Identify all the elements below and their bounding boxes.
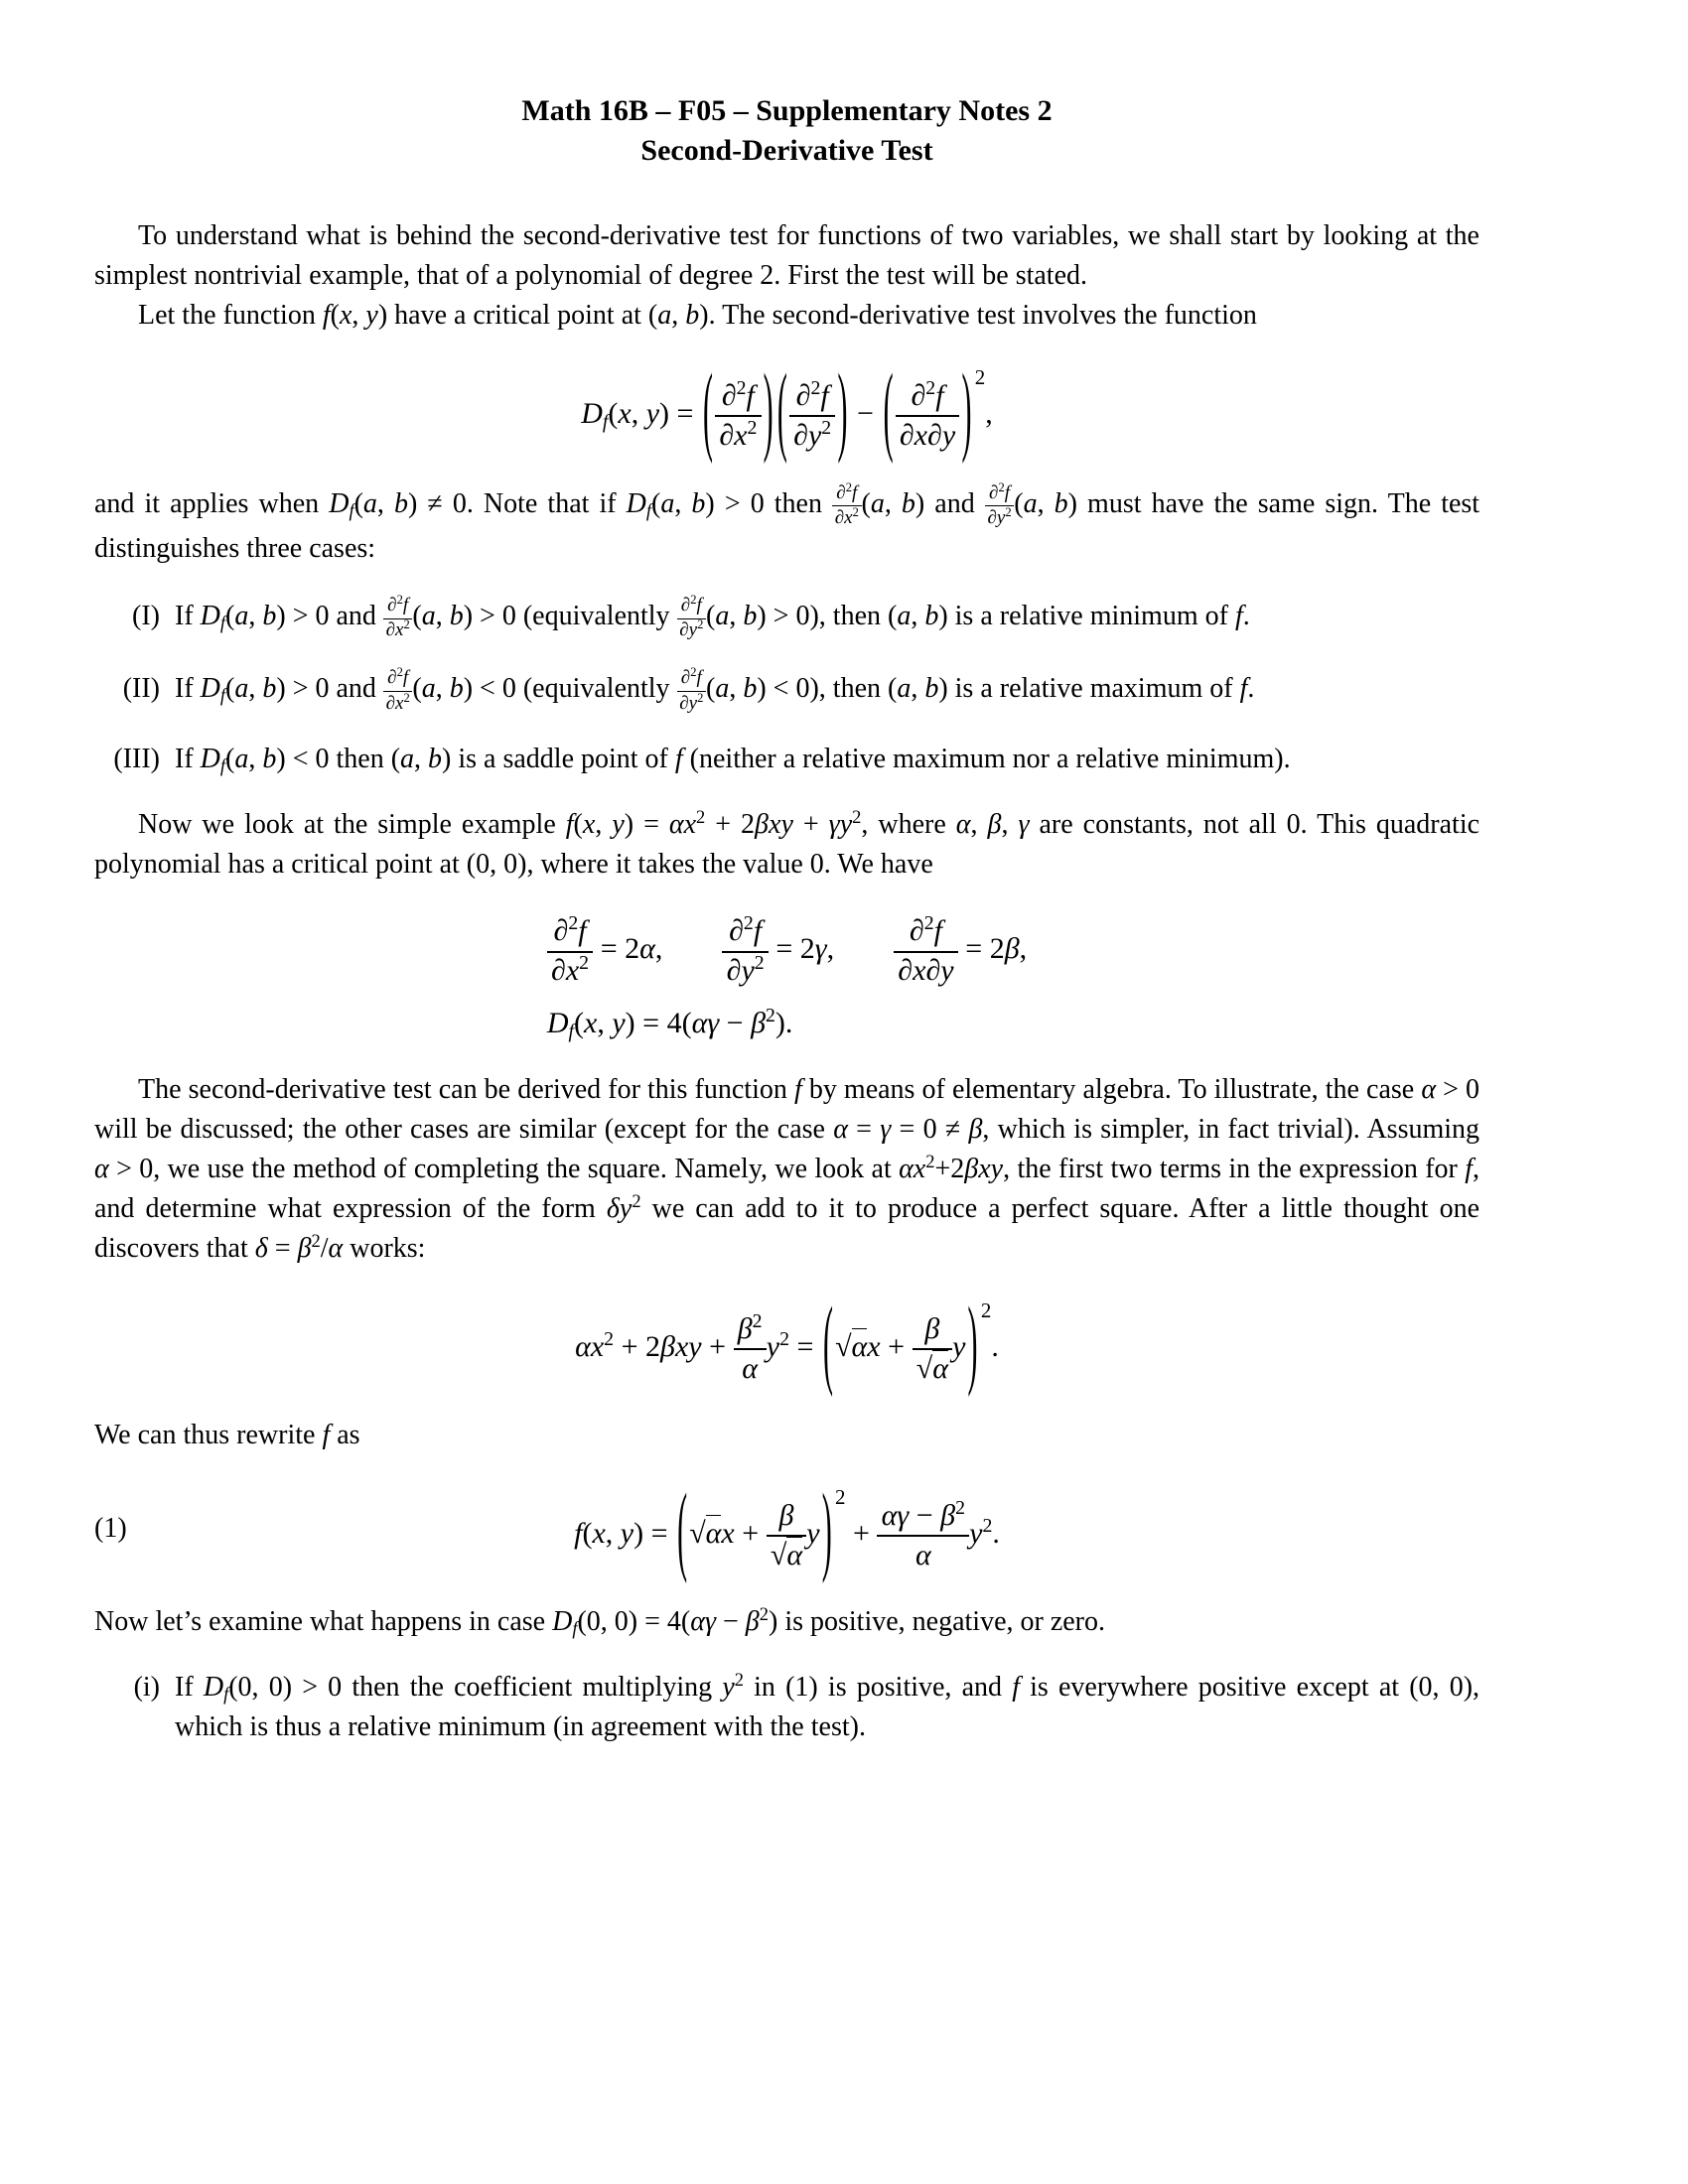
text-run: The second-derivative test can be derived for this function	[138, 1073, 794, 1105]
text-run: If	[175, 744, 201, 775]
list-item	[94, 1668, 1479, 1747]
fraction: $\frac{\partial^2f}{\partial y^2}$	[677, 667, 706, 714]
text-run: , where it takes the value 0. We have	[526, 849, 933, 881]
equation-line: $D_f(x$, y) = ( $\frac{\partial^2f}{\partial x^2}$ ) ( $\frac{\partial^2f}{\partial y^2}$ ) − ( $\frac{\partial^2f}{\partial x\partial y}$ ) 2,	[581, 365, 993, 453]
paragraph	[94, 1602, 1479, 1642]
inline-math: f	[322, 1420, 331, 1451]
display-equation	[94, 355, 1479, 466]
inline-math: f	[1012, 1672, 1020, 1704]
inline-math: $D_f(0$, $0) = 4(\alpha\gamma - \beta^2)$	[552, 1604, 778, 1640]
list-item-label: (i)	[133, 1672, 160, 1704]
inline-math: $D_f(a$, b) > 0	[626, 488, 765, 521]
text-run: . The second-derivative test involves the function	[708, 300, 1257, 331]
text-run: and it applies when	[94, 488, 330, 520]
text-run: is a relative maximum of	[947, 673, 1240, 705]
equation-number: (1)	[94, 1513, 127, 1545]
text-run: we can add to it to produce a perfect square. After a little thought one discovers that	[94, 1192, 1479, 1264]
fraction: $\frac{\partial^2f}{\partial y^2}$	[677, 595, 706, 641]
fraction: $\frac{\alpha\gamma - \beta^2}{\alpha}$	[877, 1499, 969, 1573]
text-run: by means of elementary algebra. To illustrate, the case	[801, 1073, 1422, 1105]
fraction: $\frac{\partial^2f}{\partial x\partial y}$	[894, 914, 958, 989]
exponent: 2	[974, 365, 986, 389]
fraction: $\frac{\partial^2f}{\partial y^2}$	[789, 379, 835, 454]
big-paren: )	[967, 1289, 978, 1399]
inline-math: (a, b)	[888, 601, 948, 632]
text-run: and	[329, 601, 383, 632]
title-line-2: Second-Derivative Test	[640, 134, 933, 167]
inline-math: $\delta y^2$	[606, 1190, 641, 1224]
text-run: then	[764, 488, 833, 520]
inline-math: (0, 0)	[466, 849, 527, 881]
text-run: works:	[343, 1232, 426, 1264]
text-run: is a saddle point of	[451, 744, 675, 775]
inline-math: $\frac{\partial^2f}{\partial x^2}$ (a, b) < 0	[383, 673, 516, 704]
text-run: (equivalently	[515, 673, 677, 705]
equation-line: $\frac{\partial^2f}{\partial x^2}$ = 2α, $\frac{\partial^2f}{\partial y^2}$ = 2γ, $\frac{\partial^2f}{\partial x\partial y}$ = 2β,	[547, 914, 1027, 989]
fraction: $\frac{\partial^2f}{\partial x^2}$	[547, 914, 593, 989]
text-run: , where	[861, 809, 956, 841]
text-run: (equivalently	[515, 601, 677, 632]
inline-math: $D_f(a$, b) ≠ 0	[329, 488, 467, 521]
display-equation	[94, 1289, 1479, 1399]
fraction: $\frac{\partial^2f}{\partial x^2}$	[715, 379, 761, 454]
inline-math: $D_f(a$, b) > 0	[200, 673, 330, 706]
big-paren: (	[883, 355, 894, 466]
inline-math: (a, b)	[647, 300, 709, 331]
big-paren: (	[703, 355, 714, 466]
inline-math: α = γ = 0 ≠ β	[833, 1113, 983, 1145]
text-run: and	[924, 488, 985, 520]
list-item-label: (III)	[113, 744, 160, 775]
inline-math: α > 0	[94, 1153, 154, 1184]
list-item-label: (II)	[122, 673, 160, 705]
big-paren: )	[763, 355, 774, 466]
inline-math: f	[674, 744, 683, 775]
inline-math: $\frac{\partial^2f}{\partial y^2}$ (a, b) > 0	[677, 601, 810, 631]
big-paren: )	[961, 355, 972, 466]
text-run: We can thus rewrite	[94, 1420, 323, 1451]
list-item-label: (I)	[132, 601, 160, 632]
inline-math: f	[1465, 1153, 1474, 1184]
document-body	[94, 216, 1479, 1747]
inline-math: f	[1239, 673, 1248, 705]
list-item-content	[175, 595, 1479, 641]
paragraph	[94, 216, 1479, 296]
inline-math: $\frac{\partial^2f}{\partial y^2}$ (a, b)	[985, 488, 1077, 519]
fraction: $\frac{\partial^2f}{\partial x^2}$	[383, 667, 412, 714]
display-equation	[94, 1475, 1479, 1586]
big-paren: (	[677, 1475, 688, 1586]
text-run: Now let’s examine what happens in case	[94, 1606, 553, 1638]
fraction: $\frac{\beta}{√\alpha}$	[767, 1499, 807, 1573]
sqrt-radical: √α	[771, 1537, 802, 1571]
big-paren: )	[821, 1475, 832, 1586]
list-item	[94, 595, 1479, 641]
text-run: is positive, negative, or zero.	[777, 1606, 1105, 1638]
text-run: , which is thus a relative minimum (in agreement with the test).	[175, 1672, 1480, 1743]
fraction: $\frac{\partial^2f}{\partial x^2}$	[832, 482, 861, 529]
fraction: $\frac{\beta}{√\alpha}$	[913, 1312, 953, 1387]
text-run: (neither a relative maximum nor a relative minimum).	[682, 744, 1291, 775]
text-run: If	[175, 673, 201, 705]
inline-math: $D_f(0$, 0) > 0	[203, 1672, 343, 1706]
inline-math: $D_f(a$, b) > 0	[200, 601, 330, 633]
fraction: $\frac{\partial^2f}{\partial x\partial y}$	[896, 379, 960, 454]
inline-math: $\frac{\partial^2f}{\partial x^2}$ (a, b) > 0	[383, 601, 516, 631]
text-run: is a relative minimum of	[947, 601, 1235, 632]
text-run: If	[175, 1672, 204, 1704]
equation-line: $D_f(x$, $y) = 4(\alpha\gamma - \beta^2)$.	[546, 1005, 793, 1042]
text-run: , we use the method of completing the square. Namely, we look at	[153, 1153, 900, 1184]
text-run: , and determine what expression of the form	[94, 1153, 1480, 1224]
inline-math: α, β, γ	[955, 809, 1030, 841]
equation-line: $\alpha x^2 + 2\beta xy$ + $\frac{\beta^2}{\alpha}$ $y^2 = (√\alpha x$ + $\frac{\beta}{√\alpha}$ y) 2.	[575, 1298, 999, 1386]
text-run: .	[1242, 601, 1250, 632]
sqrt-radical: √α	[916, 1350, 948, 1385]
text-run: Let the function	[138, 300, 323, 331]
text-run: must have the same sign. The test distinguishes three cases:	[94, 488, 1480, 565]
text-run: Now we look at the simple example	[138, 809, 566, 841]
equation-line: f(x, y) = (√αx + $\frac{\beta}{√\alpha}$ y) 2 + $\frac{\alpha\gamma - \beta^2}{\alpha}$ $y^2$.	[574, 1485, 1000, 1572]
paragraph	[94, 482, 1479, 569]
list-item-content	[175, 667, 1479, 714]
list-item-content	[175, 740, 1479, 779]
big-paren: (	[776, 355, 787, 466]
paragraph	[94, 1070, 1479, 1269]
inline-math: (a, b)	[888, 673, 948, 705]
text-run: To understand what is behind the second-derivative test for functions of two variables, we shall start by looking at the simplest nontrivial example, that of a polynomial of degree 2. First the test will be stated.	[94, 220, 1479, 291]
exponent: 2	[835, 1485, 846, 1510]
text-run: will be discussed; the other cases are similar (except for the case	[94, 1113, 834, 1145]
sqrt-radical: √α	[835, 1328, 867, 1363]
text-run: then the coefficient multiplying	[342, 1672, 723, 1704]
text-run: as	[330, 1420, 360, 1451]
paragraph	[94, 805, 1479, 885]
title-line-1: Math 16B – F05 – Supplementary Notes 2	[521, 94, 1053, 127]
text-run: .	[1247, 673, 1255, 705]
fraction: $\frac{\partial^2f}{\partial y^2}$	[722, 914, 768, 989]
big-paren: )	[837, 355, 848, 466]
inline-math: $\frac{\partial^2f}{\partial y^2}$ (a, b) < 0	[677, 673, 810, 704]
fraction: $\frac{\partial^2f}{\partial y^2}$	[985, 482, 1014, 529]
text-run: ), then	[809, 673, 888, 705]
text-run: in (1) is positive, and	[743, 1672, 1013, 1704]
fraction: $\frac{\partial^2f}{\partial x^2}$	[383, 595, 412, 641]
text-run: , the first two terms in the expression for	[1003, 1153, 1466, 1184]
text-run: If	[175, 601, 201, 632]
text-run: . Note that if	[466, 488, 627, 520]
text-run: ), then	[809, 601, 888, 632]
list-item-content	[175, 1668, 1479, 1747]
document-title	[94, 91, 1479, 171]
inline-math: f(x, y)	[322, 300, 388, 331]
display-equation	[94, 914, 1479, 1040]
fraction: $\frac{\beta^2}{\alpha}$	[734, 1312, 767, 1387]
text-run: have a critical point at	[387, 300, 648, 331]
text-run: and	[329, 673, 383, 705]
inline-math: $D_f(a$, b) < 0	[200, 744, 330, 776]
paragraph	[94, 1416, 1479, 1455]
inline-math: f	[793, 1073, 802, 1105]
text-run: is everywhere positive except at	[1019, 1672, 1410, 1704]
inline-math: $\alpha x^2+2\beta xy$	[899, 1151, 1004, 1184]
inline-math: (0, 0)	[1409, 1672, 1474, 1704]
inline-math: $\frac{\partial^2f}{\partial x^2}$ (a, b)	[832, 488, 924, 519]
inline-math: f(x, $y) = \alpha x^2 + 2\beta xy + \gamma y^2$	[565, 807, 862, 841]
inline-math: $\delta = \beta^2/\alpha$	[254, 1230, 344, 1264]
inline-math: f	[1234, 601, 1243, 632]
list-item	[94, 740, 1479, 779]
sqrt-radical: √α	[689, 1515, 721, 1550]
inline-math: (a, b)	[390, 744, 452, 775]
inline-math: α > 0	[1421, 1073, 1480, 1105]
inline-math: $y^2$	[722, 1670, 744, 1704]
exponent: 2	[980, 1297, 992, 1322]
text-run: then	[329, 744, 391, 775]
big-paren: (	[822, 1289, 833, 1399]
paragraph	[94, 296, 1479, 336]
list-item	[94, 667, 1479, 714]
text-run: , which is simpler, in fact trivial). Assuming	[982, 1113, 1480, 1145]
text-run: are constants, not all 0. This quadratic polynomial has a critical point at	[94, 809, 1480, 881]
